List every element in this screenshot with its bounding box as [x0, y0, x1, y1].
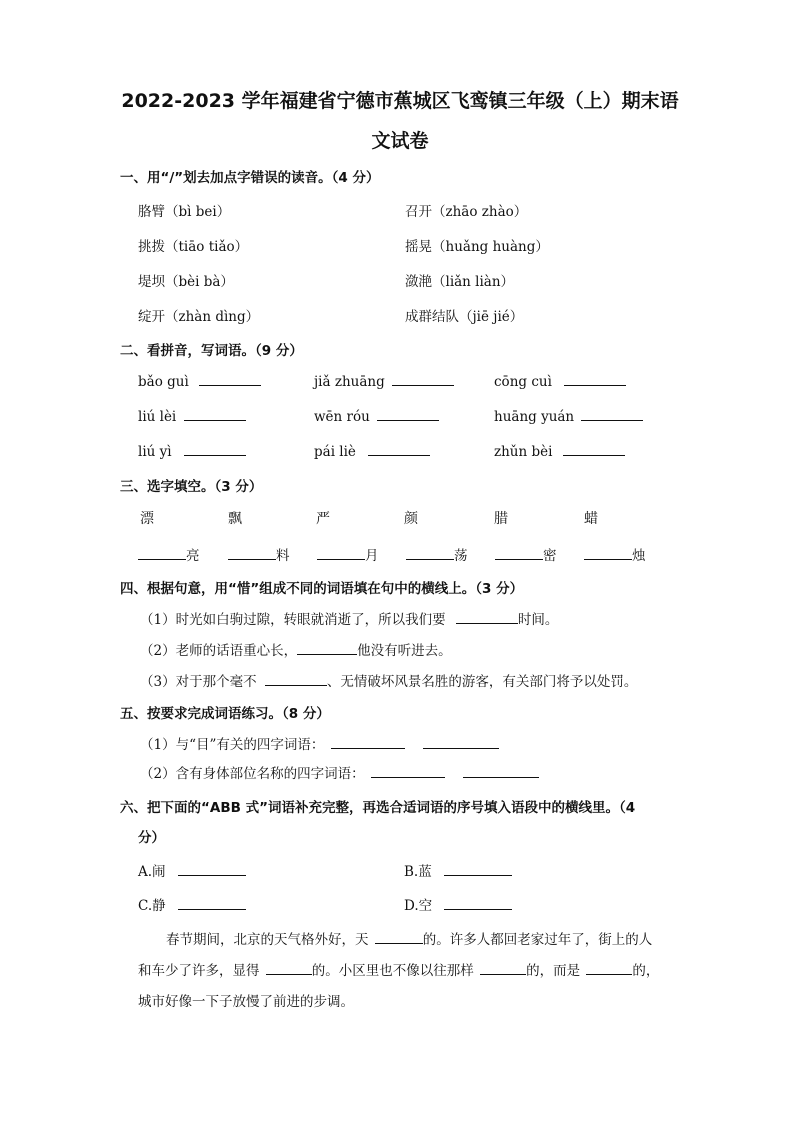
- s1-item-7: 绽开（zhàn dìng）: [138, 309, 260, 325]
- s1-item-4: 摇晃（huǎng huàng）: [405, 239, 549, 255]
- choice-char: 腊: [494, 511, 508, 527]
- fill-item: [495, 544, 557, 564]
- s2-item: [138, 442, 246, 460]
- fill-suffix: 烛: [632, 548, 646, 564]
- option-label: A.闹: [138, 864, 166, 880]
- question-text: 他没有听进去。: [357, 643, 452, 659]
- answer-blank[interactable]: [317, 546, 365, 560]
- answer-blank[interactable]: [184, 407, 246, 421]
- passage-line-3: 城市好像一下子放慢了前进的步调。: [138, 994, 354, 1010]
- choice-char: 严: [316, 511, 330, 527]
- s5-question-2: [140, 762, 539, 782]
- answer-blank[interactable]: [406, 546, 454, 560]
- passage-line-2: [138, 959, 659, 979]
- question-text: 时间。: [517, 612, 559, 628]
- option-label: B.蓝: [404, 864, 432, 880]
- s1-item-8: 成群结队（jiē jié）: [405, 309, 524, 325]
- pinyin-label: pái liè: [314, 444, 356, 460]
- fill-suffix: 荡: [454, 548, 468, 564]
- question-text: （2）老师的话语重心长，: [140, 643, 298, 659]
- answer-blank[interactable]: [371, 764, 445, 778]
- fill-suffix: 料: [276, 548, 290, 564]
- fill-item: [138, 544, 200, 564]
- answer-blank[interactable]: [392, 372, 454, 386]
- passage-line-1: [166, 928, 652, 948]
- passage-text: 春节期间，北京的天气格外好，天: [166, 932, 369, 948]
- answer-blank[interactable]: [375, 930, 423, 944]
- choice-char: 颜: [404, 511, 418, 527]
- s2-item: [314, 407, 439, 425]
- fill-suffix: 密: [543, 548, 557, 564]
- option-label: C.静: [138, 898, 166, 914]
- question-text: （1）与“目”有关的四字词语：: [140, 737, 325, 753]
- pinyin-label: liú lèi: [138, 409, 177, 425]
- pinyin-label: cōng cuì: [494, 374, 552, 390]
- s2-item: [314, 442, 430, 460]
- answer-blank[interactable]: [368, 442, 430, 456]
- answer-blank[interactable]: [480, 961, 526, 975]
- passage-text: 的。小区里也不像以往那样: [311, 963, 474, 979]
- answer-blank[interactable]: [444, 862, 512, 876]
- s2-item: [314, 372, 454, 390]
- s4-question-3: [140, 670, 637, 690]
- fill-item: [584, 544, 646, 564]
- question-text: （3）对于那个毫不: [140, 674, 257, 690]
- s1-item-5: 堤坝（bèi bà）: [138, 274, 234, 290]
- section-6-heading: 六、把下面的“ABB 式”词语补充完整，再选合适词语的序号填入语段中的横线里。（4: [120, 800, 636, 816]
- answer-blank[interactable]: [581, 407, 643, 421]
- s2-item: [138, 407, 246, 425]
- fill-item: [228, 544, 290, 564]
- fill-item: [317, 544, 379, 564]
- question-text: （2）含有身体部位名称的四字词语：: [140, 766, 365, 782]
- choice-char: 飘: [228, 511, 242, 527]
- section-6-heading-cont: 分）: [138, 830, 165, 846]
- passage-text: 的，: [632, 963, 660, 979]
- abb-option-b: [404, 860, 512, 880]
- pinyin-label: bǎo guì: [138, 374, 189, 390]
- fill-item: [406, 544, 468, 564]
- s4-question-2: [140, 639, 452, 659]
- section-5-heading: 五、按要求完成词语练习。（8 分）: [120, 706, 330, 722]
- answer-blank[interactable]: [495, 546, 543, 560]
- fill-suffix: 月: [365, 548, 379, 564]
- answer-blank[interactable]: [586, 961, 632, 975]
- answer-blank[interactable]: [184, 442, 246, 456]
- question-text: 、无情破坏风景名胜的游客，有关部门将予以处罚。: [326, 674, 638, 690]
- answer-blank[interactable]: [564, 372, 626, 386]
- s2-item: [494, 442, 625, 460]
- answer-blank[interactable]: [584, 546, 632, 560]
- question-text: （1）时光如白驹过隙，转眼就消逝了，所以我们要: [140, 612, 446, 628]
- section-4-heading: 四、根据句意，用“惜”组成不同的词语填在句中的横线上。（3 分）: [120, 581, 524, 597]
- answer-blank[interactable]: [463, 764, 539, 778]
- pinyin-label: zhǔn bèi: [494, 444, 553, 460]
- answer-blank[interactable]: [138, 546, 186, 560]
- answer-blank[interactable]: [178, 862, 246, 876]
- pinyin-label: huāng yuán: [494, 409, 575, 425]
- pinyin-label: jiǎ zhuāng: [314, 374, 385, 390]
- answer-blank[interactable]: [423, 735, 499, 749]
- answer-blank[interactable]: [331, 735, 405, 749]
- passage-text: 的，而是: [526, 963, 581, 979]
- passage-text: 的。许多人都回老家过年了，街上的人: [422, 932, 653, 948]
- answer-blank[interactable]: [456, 610, 518, 624]
- s1-item-3: 挑拨（tiāo tiǎo）: [138, 239, 249, 255]
- s4-question-1: [140, 608, 558, 628]
- answer-blank[interactable]: [377, 407, 439, 421]
- passage-text: 和车少了许多，显得: [138, 963, 260, 979]
- answer-blank[interactable]: [199, 372, 261, 386]
- pinyin-label: liú yì: [138, 444, 172, 460]
- answer-blank[interactable]: [563, 442, 625, 456]
- s2-item: [494, 372, 626, 390]
- s1-item-1: 胳臂（bì bei）: [138, 204, 231, 220]
- s1-item-2: 召开（zhāo zhào）: [405, 204, 528, 220]
- section-1-heading: 一、用“/”划去加点字错误的读音。（4 分）: [120, 170, 380, 186]
- choice-char: 蜡: [584, 511, 598, 527]
- answer-blank[interactable]: [266, 961, 312, 975]
- exam-title-line2: 文试卷: [371, 130, 429, 152]
- s2-item: [138, 372, 261, 390]
- s2-item: [494, 407, 643, 425]
- option-label: D.空: [404, 898, 433, 914]
- answer-blank[interactable]: [265, 672, 327, 686]
- fill-suffix: 亮: [186, 548, 200, 564]
- answer-blank[interactable]: [178, 896, 246, 910]
- answer-blank[interactable]: [444, 896, 512, 910]
- exam-title-line1: 2022-2023 学年福建省宁德市蕉城区飞鸾镇三年级（上）期末语: [121, 90, 679, 112]
- pinyin-label: wēn róu: [314, 409, 370, 425]
- section-2-heading: 二、看拼音，写词语。（9 分）: [120, 343, 303, 359]
- answer-blank[interactable]: [297, 641, 357, 655]
- abb-option-a: [138, 860, 246, 880]
- s5-question-1: [140, 733, 499, 753]
- s1-item-6: 潋滟（liǎn liàn）: [405, 274, 515, 290]
- abb-option-c: [138, 894, 246, 914]
- choice-char: 漂: [140, 511, 154, 527]
- abb-option-d: [404, 894, 512, 914]
- answer-blank[interactable]: [228, 546, 276, 560]
- section-3-heading: 三、选字填空。（3 分）: [120, 479, 263, 495]
